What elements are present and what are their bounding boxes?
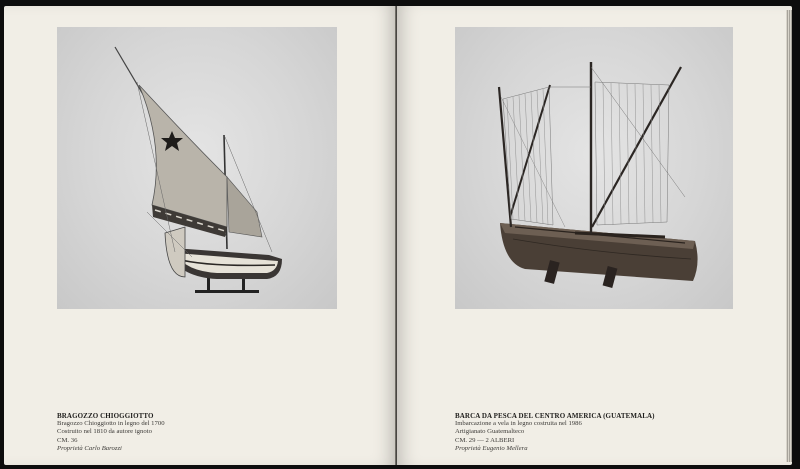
right-caption [455,412,655,453]
caption-description: Bragozzo Chioggiotto in legno del 1700 [57,420,165,428]
caption-size: CM. 29 — 2 ALBERI [455,436,515,444]
caption-title: BARCA DA PESCA DEL CENTRO AMERICA (GUATEMALA) [455,412,655,420]
caption-owner: Proprietà Eugenio Mellera [455,444,528,452]
left-page [4,6,396,465]
open-book [4,6,794,465]
caption-title: BRAGOZZO CHIOGGIOTTO [57,412,154,420]
caption-construction: Costruito nel 1810 da autore ignoto [57,428,152,436]
caption-size: CM. 36 [57,436,78,444]
right-page [397,6,792,465]
guatemala-boat-photo [455,27,733,309]
left-caption [57,412,165,453]
caption-owner: Proprietà Carlo Barozzi [57,444,122,452]
page-edges [786,10,792,462]
caption-description: Imbarcazione a vela in legno costruita nel 1986 [455,420,582,428]
fishing-boat-model-illustration [455,27,733,309]
sailboat-model-illustration [57,27,337,309]
caption-origin: Artigianato Guatemalteco [455,428,525,436]
bragozzo-photo [57,27,337,309]
